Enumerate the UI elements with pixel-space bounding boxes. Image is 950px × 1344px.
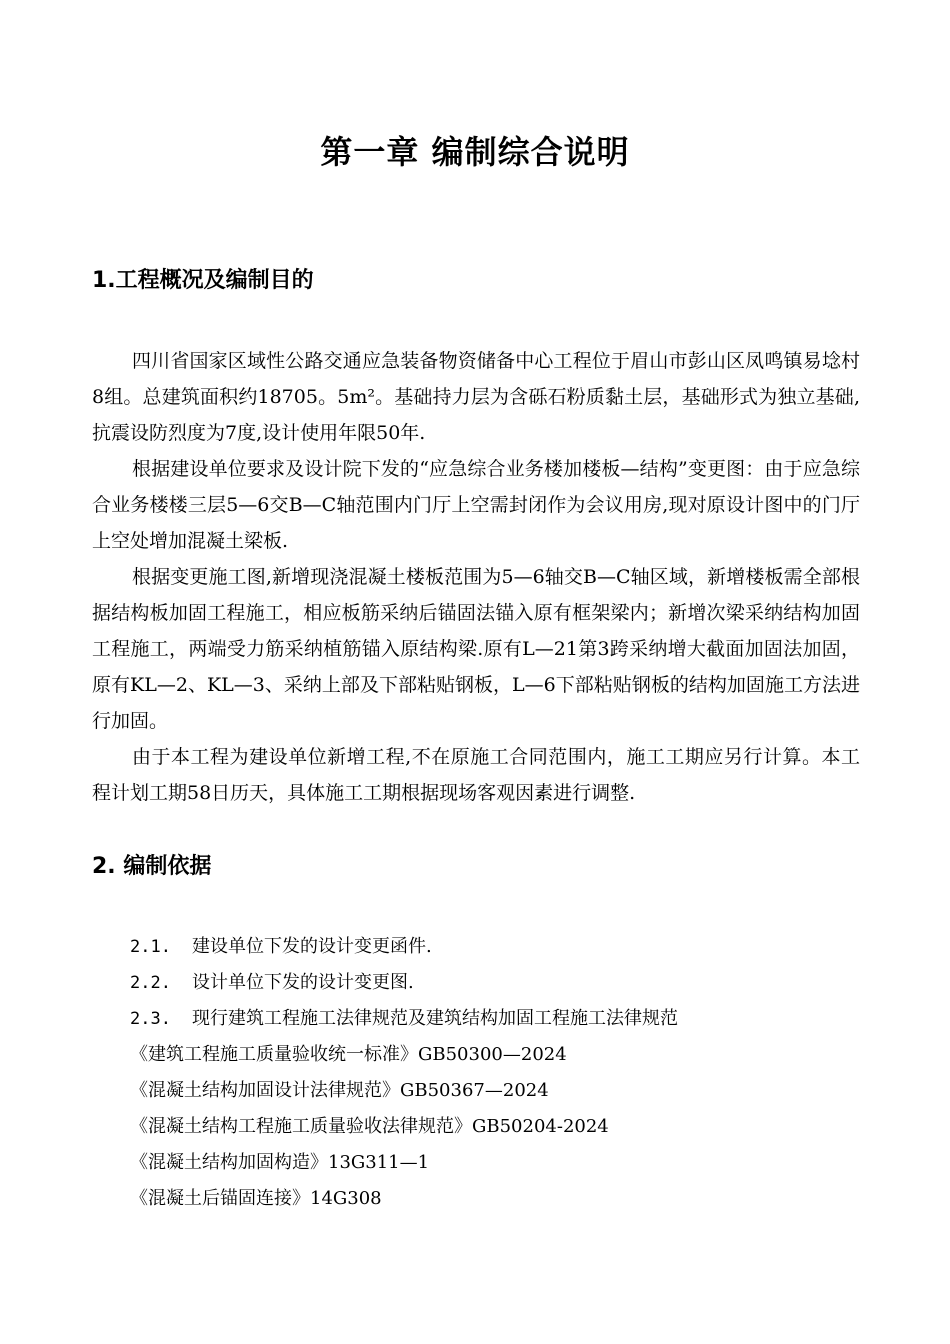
list-number: 2.1. bbox=[130, 937, 171, 957]
paragraph: 根据变更施工图,新增现浇混凝土楼板范围为5—6轴交B—C轴区域，新增楼板需全部根据结构板加固工程施工，相应板筋采纳后锚固法锚入原有框架梁内；新增次梁采纳结构加固工程施工，两端受力筋采纳植筋锚入原结构梁.原有L—21第3跨采纳增大截面加固法加固，原有KL—2、KL—3、采纳上部及下部粘贴钢板，L—6下部粘贴钢板的结构加固施工方法进行加固。 bbox=[92, 566, 860, 732]
standard-reference: 《混凝土结构加固构造》13G311—1 bbox=[130, 1152, 430, 1173]
section-heading-basis: 2. 编制依据 bbox=[92, 854, 212, 879]
list-text: 设计单位下发的设计变更图. bbox=[192, 972, 414, 993]
list-item bbox=[130, 929, 890, 965]
standard-reference: 《混凝土结构工程施工质量验收法律规范》GB50204-2024 bbox=[130, 1116, 609, 1137]
list-text: 现行建筑工程施工法律规范及建筑结构加固工程施工法律规范 bbox=[192, 1008, 678, 1029]
standard-reference: 《建筑工程施工质量验收统一标准》GB50300—2024 bbox=[130, 1044, 567, 1065]
list-text: 建设单位下发的设计变更函件. bbox=[192, 936, 432, 957]
list-item bbox=[130, 965, 890, 1001]
basis-list bbox=[130, 929, 890, 1217]
list-number: 2.2. bbox=[130, 973, 171, 993]
standard-reference: 《混凝土结构加固设计法律规范》GB50367—2024 bbox=[130, 1080, 549, 1101]
standard-reference: 《混凝土后锚固连接》14G308 bbox=[130, 1188, 382, 1209]
list-item bbox=[130, 1001, 890, 1037]
section-heading-overview: 1.工程概况及编制目的 bbox=[92, 268, 314, 293]
paragraph: 四川省国家区域性公路交通应急装备物资储备中心工程位于眉山市彭山区凤鸣镇易埝村8组。总建筑面积约18705。5m²。基础持力层为含砾石粉质黏土层，基础形式为独立基础,抗震设防烈度为7度,设计使用年限50年. bbox=[92, 350, 860, 444]
list-number: 2.3. bbox=[130, 1009, 171, 1029]
overview-body bbox=[92, 343, 860, 811]
chapter-title: 第一章 编制综合说明 bbox=[320, 133, 630, 171]
paragraph: 根据建设单位要求及设计院下发的“应急综合业务楼加楼板—结构”变更图：由于应急综合业务楼楼三层5—6交B—C轴范围内门厅上空需封闭作为会议用房,现对原设计图中的门厅上空处增加混凝土梁板. bbox=[92, 458, 860, 552]
paragraph: 由于本工程为建设单位新增工程,不在原施工合同范围内，施工工期应另行计算。本工程计划工期58日历天，具体施工工期根据现场客观因素进行调整. bbox=[92, 746, 860, 804]
